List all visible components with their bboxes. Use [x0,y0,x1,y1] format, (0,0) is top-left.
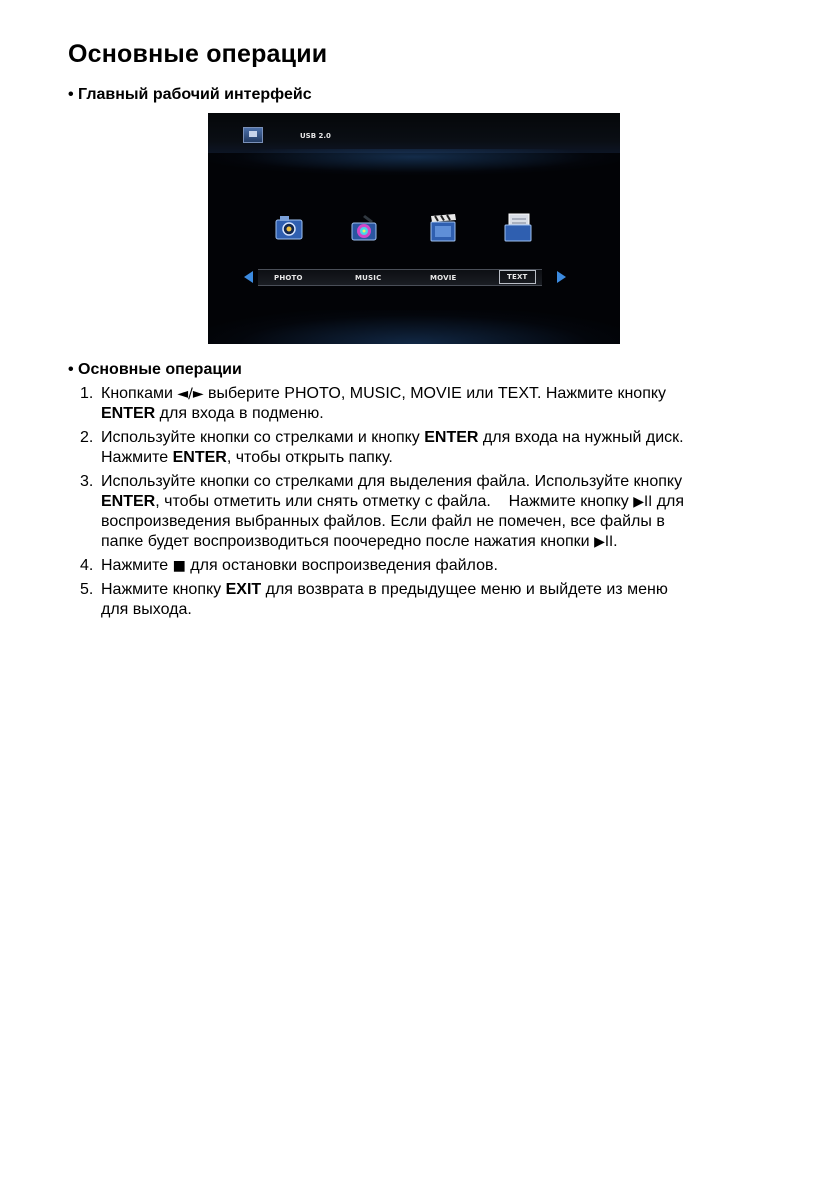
step-line: Используйте кнопки со стрелками и кнопку ENTER для входа на нужный диск. [101,429,684,446]
step-line: Кнопками ◄/► выберите PHOTO, MUSIC, MOVIE или TEXT. Нажмите кнопку [101,385,667,402]
step-number: 4. [80,557,94,574]
movie-clapper-icon [426,211,460,245]
step-5 [80,580,780,620]
step-number: 3. [80,473,94,490]
play-pause-icon: ▶II [594,534,614,550]
step-line: Нажмите ENTER, чтобы открыть папку. [101,449,393,466]
tv-glow-top [208,149,620,175]
menu-item-movie: MOVIE [430,274,457,282]
step-line: для выхода. [101,601,192,618]
text-document-icon [501,211,535,245]
menu-item-photo: PHOTO [274,274,303,282]
step-1 [80,384,780,424]
music-icon [347,211,381,245]
photo-camera-icon [272,211,306,245]
tv-glow-bottom [208,310,620,344]
menu-item-text: TEXT [499,270,536,284]
step-line: папке будет воспроизводиться поочередно после нажатия кнопки ▶II. [101,533,618,550]
section-heading-basic-operations: • Основные операции [68,361,242,378]
play-pause-icon: ▶II [633,494,653,510]
step-4 [80,556,780,576]
step-line: Нажмите ■ для остановки воспроизведения файлов. [101,557,498,574]
page-title: Основные операции [68,40,328,68]
step-line: Используйте кнопки со стрелками для выделения файла. Используйте кнопку [101,473,683,490]
tv-top-band [208,113,620,153]
step-line: ENTER, чтобы отметить или снять отметку с файла. Нажмите кнопку ▶II для [101,493,685,510]
stop-icon: ■ [172,558,186,574]
step-number: 1. [80,385,94,402]
menu-item-music: MUSIC [355,274,382,282]
menu-left-arrow-icon [244,271,253,283]
step-2 [80,428,780,468]
step-3 [80,472,780,552]
usb-source-label: USB 2.0 [300,132,331,140]
left-right-arrows-icon: ◄/► [177,386,204,402]
step-number: 5. [80,581,94,598]
step-line: воспроизведения выбранных файлов. Если файл не помечен, все файлы в [101,513,665,530]
operations-steps-list [80,384,780,624]
step-line: ENTER для входа в подменю. [101,405,324,422]
menu-right-arrow-icon [557,271,566,283]
tv-menu-screenshot [208,113,620,344]
usb-drive-icon [243,127,263,143]
section-heading-main-interface: • Главный рабочий интерфейс [68,86,312,103]
step-number: 2. [80,429,94,446]
step-line: Нажмите кнопку EXIT для возврата в предыдущее меню и выйдете из меню [101,581,668,598]
